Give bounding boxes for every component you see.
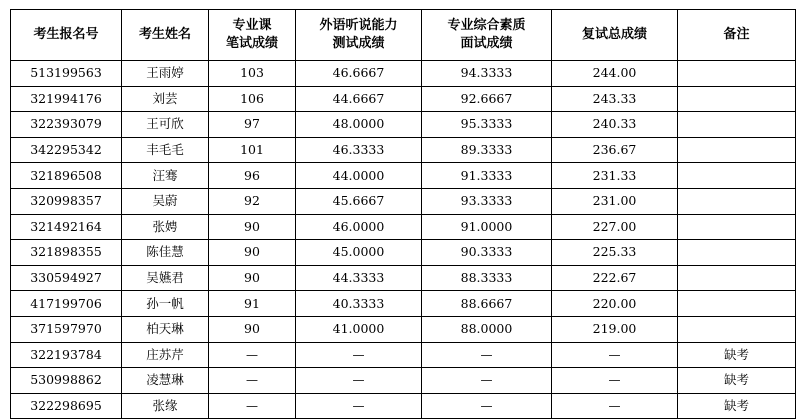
candidate-name-cell: 柏天琳	[122, 316, 209, 342]
written-score-cell: 90	[209, 265, 296, 291]
remarks-cell: 缺考	[678, 393, 796, 419]
language-score-cell: 46.0000	[296, 214, 422, 240]
table-body	[11, 61, 796, 419]
header-total-score	[552, 10, 678, 61]
header-candidate-name-line: 考生姓名	[138, 27, 191, 42]
total-score-cell: 222.67	[552, 265, 678, 291]
header-written-score	[209, 10, 296, 61]
table-row	[11, 342, 796, 368]
remarks-cell	[678, 86, 796, 112]
candidate-id-cell: 320998357	[11, 188, 122, 214]
candidate-name-cell: 丰毛毛	[122, 137, 209, 163]
table-row	[11, 137, 796, 163]
interview-score-cell: 94.3333	[422, 61, 552, 87]
language-score-cell: 44.6667	[296, 86, 422, 112]
header-language-score-line: 测试成绩	[332, 36, 385, 51]
candidate-name-cell: 汪骞	[122, 163, 209, 189]
header-total-score-line: 复试总成绩	[581, 27, 647, 42]
total-score-cell: —	[552, 342, 678, 368]
table-row	[11, 265, 796, 291]
total-score-cell: 227.00	[552, 214, 678, 240]
table-row	[11, 112, 796, 138]
interview-score-cell: 91.3333	[422, 163, 552, 189]
total-score-cell: 219.00	[552, 316, 678, 342]
score-sheet	[10, 9, 795, 413]
header-candidate-name	[122, 10, 209, 61]
interview-score-cell: —	[422, 368, 552, 394]
interview-score-cell: 89.3333	[422, 137, 552, 163]
written-score-cell: 103	[209, 61, 296, 87]
candidate-id-cell: 321896508	[11, 163, 122, 189]
written-score-cell: 96	[209, 163, 296, 189]
total-score-cell: 240.33	[552, 112, 678, 138]
candidate-id-cell: 322298695	[11, 393, 122, 419]
header-candidate-id-line: 考生报名号	[33, 27, 99, 42]
candidate-name-cell: 孙一帆	[122, 291, 209, 317]
interview-score-cell: 88.0000	[422, 316, 552, 342]
candidate-name-cell: 吴嬿君	[122, 265, 209, 291]
candidate-id-cell: 513199563	[11, 61, 122, 87]
language-score-cell: 45.6667	[296, 188, 422, 214]
candidate-id-cell: 371597970	[11, 316, 122, 342]
remarks-cell: 缺考	[678, 368, 796, 394]
remarks-cell	[678, 265, 796, 291]
candidate-name-cell: 陈佳慧	[122, 240, 209, 266]
total-score-cell: 220.00	[552, 291, 678, 317]
interview-score-cell: 93.3333	[422, 188, 552, 214]
table-row	[11, 316, 796, 342]
candidate-name-cell: 庄苏芹	[122, 342, 209, 368]
total-score-cell: —	[552, 368, 678, 394]
table-row	[11, 368, 796, 394]
written-score-cell: 101	[209, 137, 296, 163]
remarks-cell	[678, 61, 796, 87]
remarks-cell	[678, 163, 796, 189]
candidate-id-cell: 417199706	[11, 291, 122, 317]
written-score-cell: 90	[209, 316, 296, 342]
table-row	[11, 291, 796, 317]
candidate-id-cell: 321994176	[11, 86, 122, 112]
remarks-cell	[678, 291, 796, 317]
remarks-cell: 缺考	[678, 342, 796, 368]
remarks-cell	[678, 240, 796, 266]
header-row	[11, 10, 796, 61]
table-row	[11, 188, 796, 214]
header-language-score	[296, 10, 422, 61]
candidate-id-cell: 330594927	[11, 265, 122, 291]
interview-score-cell: 88.6667	[422, 291, 552, 317]
language-score-cell: 41.0000	[296, 316, 422, 342]
header-candidate-id	[11, 10, 122, 61]
table-row	[11, 240, 796, 266]
language-score-cell: 40.3333	[296, 291, 422, 317]
candidate-id-cell: 342295342	[11, 137, 122, 163]
header-interview-score	[422, 10, 552, 61]
candidate-name-cell: 凌慧琳	[122, 368, 209, 394]
score-table	[10, 9, 796, 419]
interview-score-cell: —	[422, 342, 552, 368]
remarks-cell	[678, 214, 796, 240]
table-row	[11, 163, 796, 189]
table-row	[11, 61, 796, 87]
remarks-cell	[678, 112, 796, 138]
interview-score-cell: 92.6667	[422, 86, 552, 112]
total-score-cell: 244.00	[552, 61, 678, 87]
interview-score-cell: 90.3333	[422, 240, 552, 266]
candidate-id-cell: 530998862	[11, 368, 122, 394]
candidate-name-cell: 刘芸	[122, 86, 209, 112]
total-score-cell: 225.33	[552, 240, 678, 266]
written-score-cell: 97	[209, 112, 296, 138]
table-row	[11, 214, 796, 240]
candidate-name-cell: 张缘	[122, 393, 209, 419]
written-score-cell: 92	[209, 188, 296, 214]
candidate-id-cell: 322393079	[11, 112, 122, 138]
header-written-score-line: 专业课	[232, 18, 272, 33]
written-score-cell: —	[209, 342, 296, 368]
language-score-cell: 44.0000	[296, 163, 422, 189]
header-remarks	[678, 10, 796, 61]
remarks-cell	[678, 188, 796, 214]
remarks-cell	[678, 137, 796, 163]
written-score-cell: 106	[209, 86, 296, 112]
candidate-name-cell: 吴蔚	[122, 188, 209, 214]
language-score-cell: 48.0000	[296, 112, 422, 138]
total-score-cell: 243.33	[552, 86, 678, 112]
language-score-cell: 45.0000	[296, 240, 422, 266]
total-score-cell: 231.00	[552, 188, 678, 214]
candidate-name-cell: 王雨婷	[122, 61, 209, 87]
interview-score-cell: —	[422, 393, 552, 419]
header-written-score-line: 笔试成绩	[225, 36, 278, 51]
header-remarks-line: 备注	[723, 27, 750, 42]
written-score-cell: 91	[209, 291, 296, 317]
interview-score-cell: 88.3333	[422, 265, 552, 291]
header-interview-score-line: 面试成绩	[460, 36, 513, 51]
language-score-cell: 46.3333	[296, 137, 422, 163]
candidate-id-cell: 321492164	[11, 214, 122, 240]
remarks-cell	[678, 316, 796, 342]
language-score-cell: —	[296, 393, 422, 419]
language-score-cell: —	[296, 368, 422, 394]
total-score-cell: 231.33	[552, 163, 678, 189]
written-score-cell: 90	[209, 214, 296, 240]
language-score-cell: —	[296, 342, 422, 368]
total-score-cell: —	[552, 393, 678, 419]
header-language-score-line: 外语听说能力	[319, 18, 398, 33]
language-score-cell: 44.3333	[296, 265, 422, 291]
candidate-id-cell: 322193784	[11, 342, 122, 368]
header-interview-score-line: 专业综合素质	[447, 18, 526, 33]
table-row	[11, 393, 796, 419]
interview-score-cell: 95.3333	[422, 112, 552, 138]
written-score-cell: —	[209, 368, 296, 394]
candidate-name-cell: 王可欣	[122, 112, 209, 138]
written-score-cell: 90	[209, 240, 296, 266]
language-score-cell: 46.6667	[296, 61, 422, 87]
total-score-cell: 236.67	[552, 137, 678, 163]
table-row	[11, 86, 796, 112]
candidate-name-cell: 张娉	[122, 214, 209, 240]
candidate-id-cell: 321898355	[11, 240, 122, 266]
interview-score-cell: 91.0000	[422, 214, 552, 240]
written-score-cell: —	[209, 393, 296, 419]
